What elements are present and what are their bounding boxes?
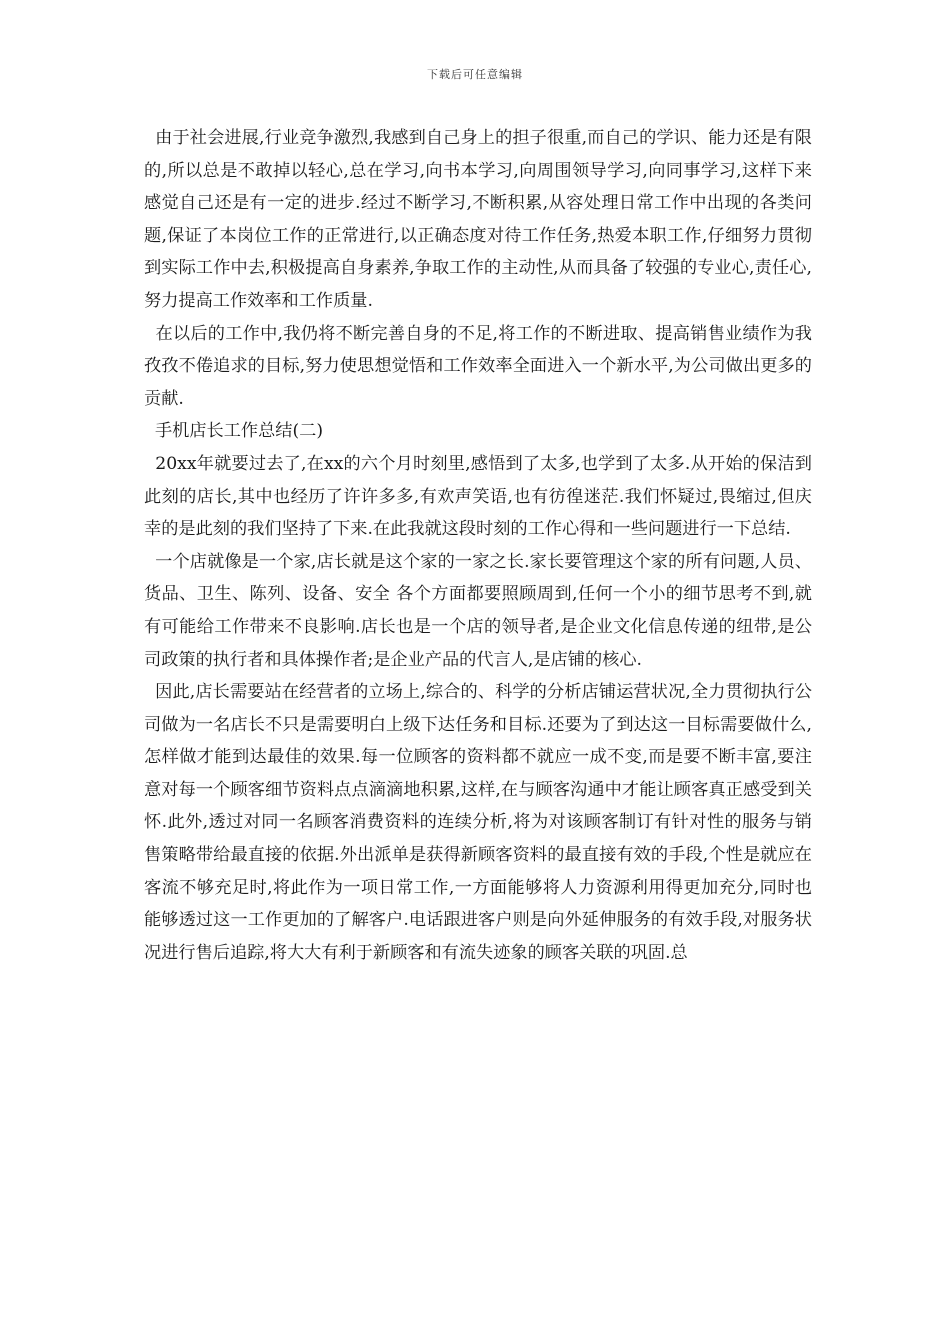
document-body xyxy=(144,122,812,969)
paragraph-future-goals: 在以后的工作中,我仍将不断完善自身的不足,将工作的不断进取、提高销售业绩作为我孜孜不倦追求的目标,努力使思想觉悟和工作效率全面进入一个新水平,为公司做出更多的贡献. xyxy=(144,323,812,409)
page-header: 下载后可任意编辑 xyxy=(427,68,523,81)
paragraph-self-improvement: 由于社会进展,行业竞争激烈,我感到自己身上的担子很重,而自己的学识、能力还是有限的,所以总是不敢掉以轻心,总在学习,向书本学习,向周围领导学习,向同事学习,这样下来感觉自己还是有一定的进步.经过不断学习,不断积累,从容处理日常工作中出现的各类问题,保证了本岗位工作的正常进行,以正确态度对待工作任务,热爱本职工作,仔细努力贯彻到实际工作中去,积极提高自身素养,争取工作的主动性,从而具备了较强的专业心,责任心,努力提高工作效率和工作质量. xyxy=(144,128,812,311)
paragraph-year-review: 20xx年就要过去了,在xx的六个月时刻里,感悟到了太多,也学到了太多.从开始的保洁到此刻的店长,其中也经历了许许多多,有欢声笑语,也有彷徨迷茫.我们怀疑过,畏缩过,但庆幸的是此刻的我们坚持了下来.在此我就这段时刻的工作心得和一些问题进行一下总结. xyxy=(144,453,812,540)
paragraph-store-as-family: 一个店就像是一个家,店长就是这个家的一家之长.家长要管理这个家的所有问题,人员、货品、卫生、陈列、设备、安全 各个方面都要照顾周到,任何一个小的细节思考不到,就有可能给工作带来不良影响.店长也是一个店的领导者,是企业文化信息传递的纽带,是公司政策的执行者和具体操作者;是企业产品的代言人,是店铺的核心. xyxy=(144,551,812,670)
section-title: 手机店长工作总结(二) xyxy=(144,421,324,442)
paragraph-store-manager-duties: 因此,店长需要站在经营者的立场上,综合的、科学的分析店铺运营状况,全力贯彻执行公司做为一名店长不只是需要明白上级下达任务和目标.还要为了到达这一目标需要做什么,怎样做才能到达最佳的效果.每一位顾客的资料都不就应一成不变,而是要不断丰富,要注意对每一个顾客细节资料点点滴滴地积累,这样,在与顾客沟通中才能让顾客真正感受到关怀.此外,透过对同一名顾客消费资料的连续分析,将为对该顾客制订有针对性的服务与销售策略带给最直接的依据.外出派单是获得新顾客资料的最直接有效的手段,个性是就应在客流不够充足时,将此作为一项日常工作,一方面能够将人力资源利用得更加充分,同时也能够透过这一工作更加的了解客户.电话跟进客户则是向外延伸服务的有效手段,对服务状况进行售后追踪,将大大有利于新顾客和有流失迹象的顾客关联的巩固.总 xyxy=(144,682,812,963)
